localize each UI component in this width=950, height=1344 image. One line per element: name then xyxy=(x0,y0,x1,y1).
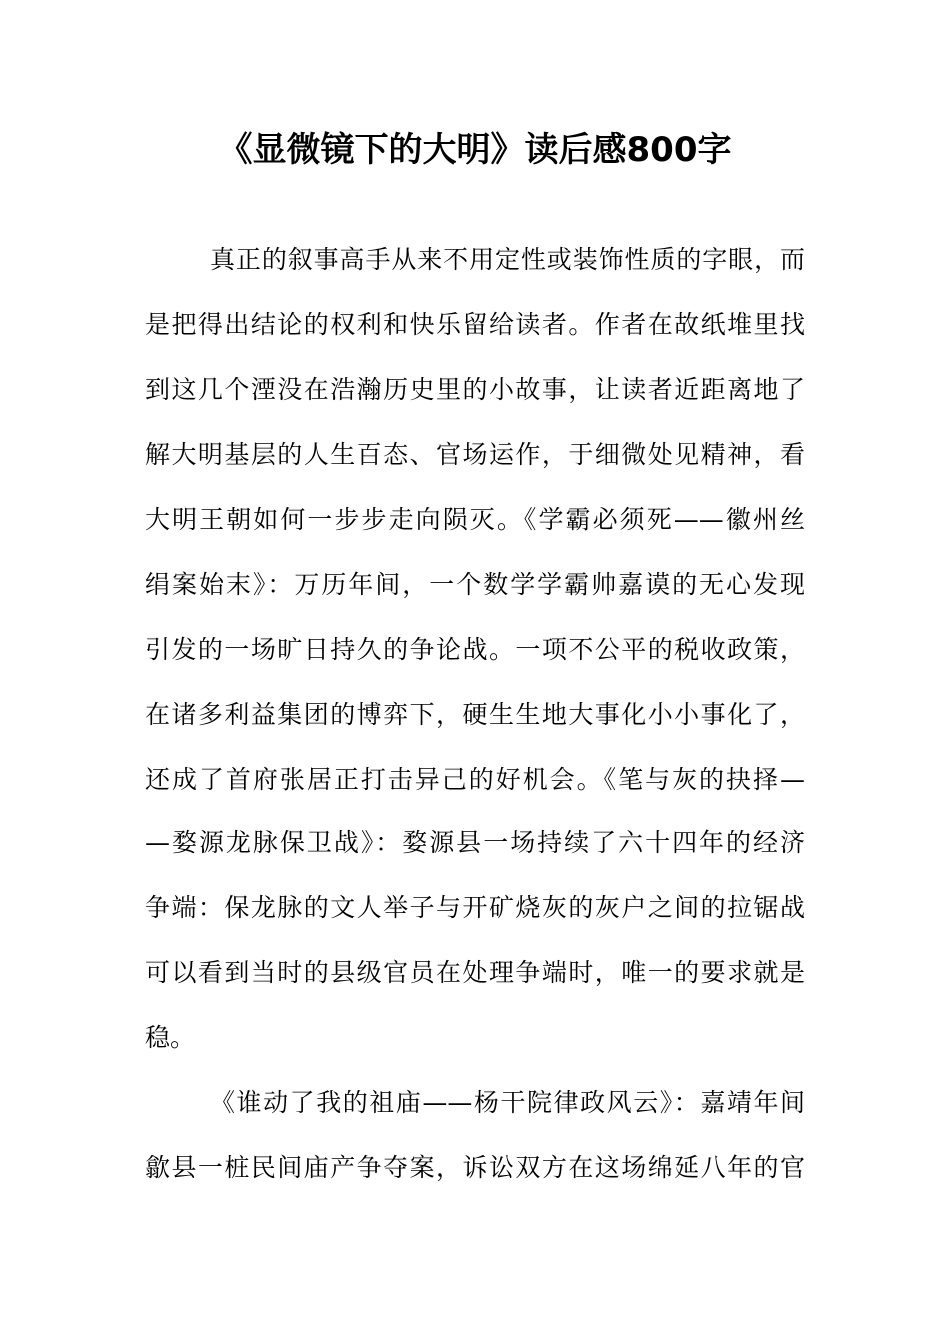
paragraph-line: 引发的一场旷日持久的争论战。一项不公平的税收政策， xyxy=(145,635,805,664)
paragraph-line: 稳。 xyxy=(145,1023,196,1052)
paragraph-line: 还成了首府张居正打击异己的好机会。《笔与灰的抉择— xyxy=(145,765,805,794)
paragraph-line: 争端：保龙脉的文人举子与开矿烧灰的灰户之间的拉锯战 xyxy=(145,893,805,922)
paragraph-line: 到这几个湮没在浩瀚历史里的小故事，让读者近距离地了 xyxy=(145,375,805,404)
paragraph-line: 可以看到当时的县级官员在处理争端时，唯一的要求就是 xyxy=(145,958,805,987)
paragraph-line: 歙县一桩民间庙产争夺案，诉讼双方在这场绵延八年的官 xyxy=(145,1153,805,1182)
paragraph-line: 真正的叙事高手从来不用定性或装饰性质的字眼，而 xyxy=(210,245,805,274)
paragraph-line: 《谁动了我的祖庙——杨干院律政风云》：嘉靖年间 xyxy=(210,1088,805,1117)
paragraph-line: 绢案始末》：万历年间，一个数学学霸帅嘉谟的无心发现 xyxy=(145,570,805,599)
paragraph-line: 大明王朝如何一步步走向陨灭。《学霸必须死——徽州丝 xyxy=(145,505,805,534)
paragraph-line: —婺源龙脉保卫战》：婺源县一场持续了六十四年的经济 xyxy=(145,828,805,857)
paragraph-line: 解大明基层的人生百态、官场运作，于细微处见精神，看 xyxy=(145,440,805,469)
paragraph-line: 在诸多利益集团的博弈下，硬生生地大事化小小事化了， xyxy=(145,700,805,729)
paragraph-line: 是把得出结论的权利和快乐留给读者。作者在故纸堆里找 xyxy=(145,310,805,339)
document-title: 《显微镜下的大明》读后感800字 xyxy=(218,130,732,170)
